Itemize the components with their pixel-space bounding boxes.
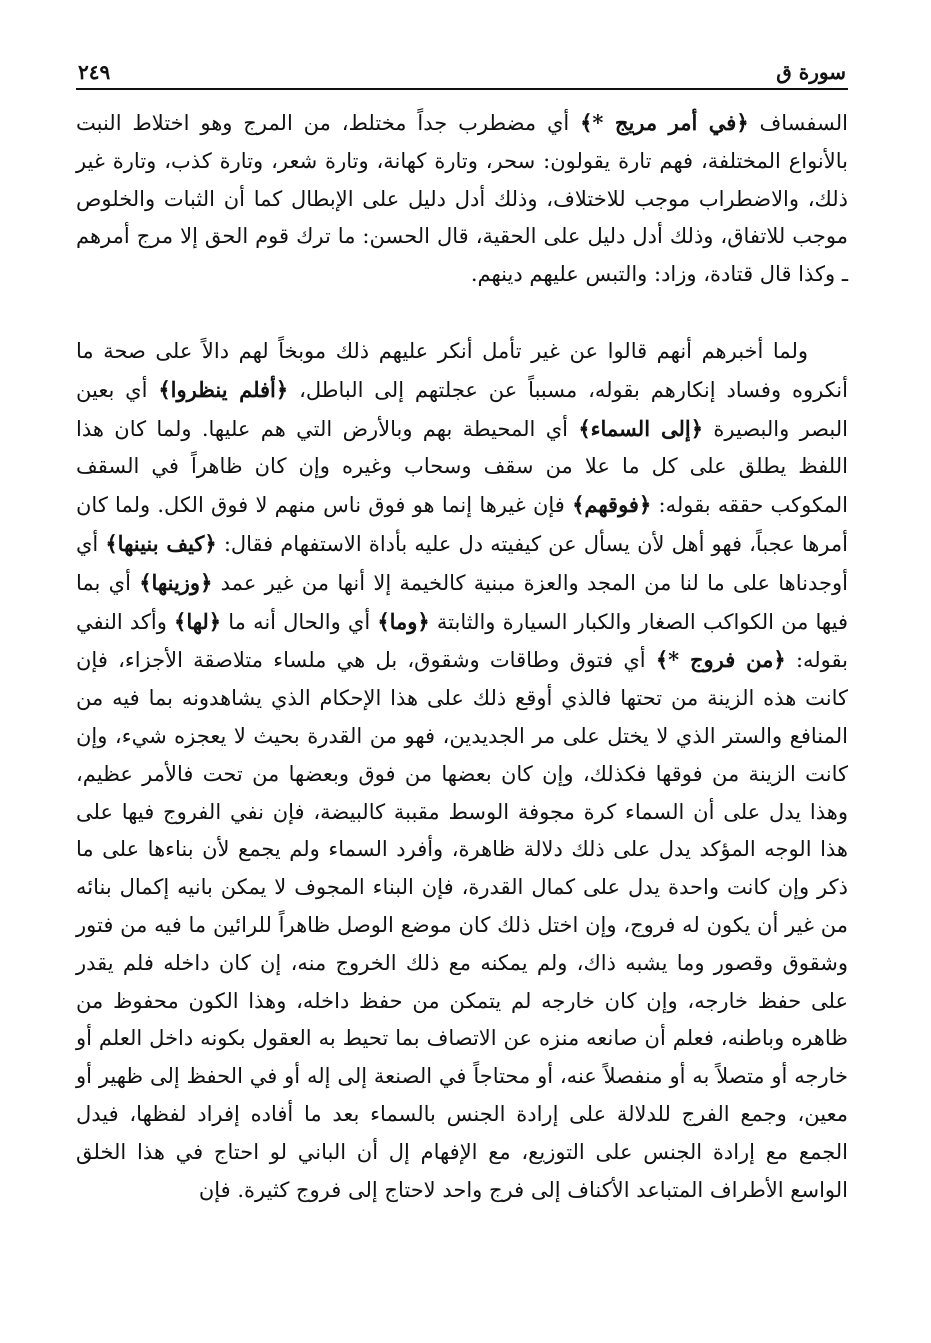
- text-segment: ولما أخبرهم أنهم قالوا عن غير تأمل أنكر عليهم ذلك موبخاً لهم دالاً على صحة ما أنكروه وفساد إنكارهم بقوله، مسبباً عن عجلتهم إلى الباطل،: [76, 338, 848, 402]
- quran-quote: ﴿في أمر مريج *﴾: [580, 110, 749, 135]
- text-segment: أي والحال أنه ما: [228, 609, 371, 634]
- text-segment: وأكد النفي بقوله:: [76, 609, 848, 673]
- quran-quote: ﴿من فروج *﴾: [655, 647, 786, 673]
- quran-quote: ﴿إلى السماء﴾: [578, 415, 704, 441]
- text-segment: أي بما فيها من الكواكب الصغار والكبار السيارة والثابتة: [76, 570, 848, 634]
- running-header: [76, 54, 848, 90]
- page-number: ٢٤٩: [78, 60, 111, 84]
- surah-title: سورة ق: [776, 60, 846, 84]
- text-segment: أي أوجدناها على ما لنا من المجد والعزة مبنية كالخيمة إلا أنها من غير عمد: [76, 531, 848, 595]
- text-segment: أي المحيطة بهم وبالأرض التي هم عليها. ولما كان هذا اللفظ يطلق على كل ما علا من سقف وسحاب وغيره وإن كان ظاهراً في السقف المكوكب حققه بقوله:: [76, 416, 848, 518]
- quran-quote: ﴿وزينها﴾: [139, 569, 213, 595]
- text-segment: أي فتوق وطاقات وشقوق، بل هي ملساء متلاصقة الأجزاء، فإن كانت هذه الزينة من تحتها فالذي أوقع ذلك على هذا الإحكام الذي يشاهدونه بما فيه من المنافع والستر الذي لا يختل على مر الجديدين، فهو من القدرة بحيث لا يعجزه شيء، وإن كانت الزينة من فوقها فكذلك، وإن كان بعضها من فوق وبعضها من تحت فالأمر عظيم، وهذا يدل على أن السماء كرة مجوفة الوسط مقببة كالبيضة، فإن نفي الفروج فيها على هذا الوجه المؤكد يدل على ذلك دلالة ظاهرة، وأفرد السماء ولم يجمع لأن بناءها على ما ذكر وإن كانت واحدة يدل على كمال القدرة، فإن البناء المجوف لا يمكن بانيه إكمال بنائه من غير أن يكون له فروج، وإن اختل ذلك كان موضع الوصل ظاهراً للرائين ما فيه من فتور وشقوق وقصور وما يشبه ذاك، ولم يمكنه مع ذلك الخروج منه، إن كان داخله فلم يقدر على حفظ خارجه، وإن كان خارجه لم يتمكن من حفظ داخله، وهذا الكون محفوظ من ظاهره وباطنه، فعلم أن صانعه منزه عن الاتصاف بما تحيط به العقول بكونه داخل العلم أو خارجه أو متصلاً به أو منفصلاً عنه، أو محتاجاً في الصنعة إلى إله أو في الحفظ إلى ظهير أو معين، وجمع الفرج للدلالة على إرادة الجنس بالسماء بعد ما أفاده إفراد لفظها، فيدل الجمع مع إرادة الجنس على التوزيع، مع الإفهام إل أن الباني لو احتاج في هذا الخلق الواسع الأطراف المتباعد الأكناف إلى فرج واحد لاحتاج إلى فروج كثيرة. فإن: [76, 648, 848, 1202]
- text-segment: أي بعين البصر والبصيرة: [76, 377, 848, 441]
- quran-quote: ﴿فوقهم﴾: [572, 492, 652, 518]
- text-segment: السفساف: [759, 111, 848, 135]
- quran-quote: ﴿وما﴾: [377, 608, 430, 634]
- quran-quote: ﴿أفلم ينظروا﴾: [158, 376, 289, 402]
- paragraph-2: [76, 333, 848, 1209]
- text-segment: أي مضطرب جداً مختلط، من المرج وهو اختلاط النبت بالأنواع المختلفة، فهم تارة يقولون: سحر، وتارة كهانة، وتارة شعر، وتارة كذب، وتارة غير ذلك، والاضطراب موجب للاختلاف، وذلك أدل دليل على الإبطال كما أن الثبات والخلوص موجب للاتفاق، وذلك أدل دليل على الحقية، قال الحسن: ما ترك قوم الحق إلا مرج أمرهم ـ وكذا قال قتادة، وزاد: والتبس عليهم دينهم.: [76, 111, 848, 287]
- page: [76, 54, 848, 1209]
- quran-quote: ﴿كيف بنينها﴾: [105, 530, 217, 556]
- text-segment: فإن غيرها إنما هو فوق ناس منهم لا فوق الكل. ولما كان أمرها عجباً، فهو أهل لأن يسأل عن كيفيته دل عليه بأداة الاستفهام فقال:: [76, 493, 848, 556]
- quran-quote: ﴿لها﴾: [174, 608, 222, 634]
- paragraph-1: [76, 104, 848, 294]
